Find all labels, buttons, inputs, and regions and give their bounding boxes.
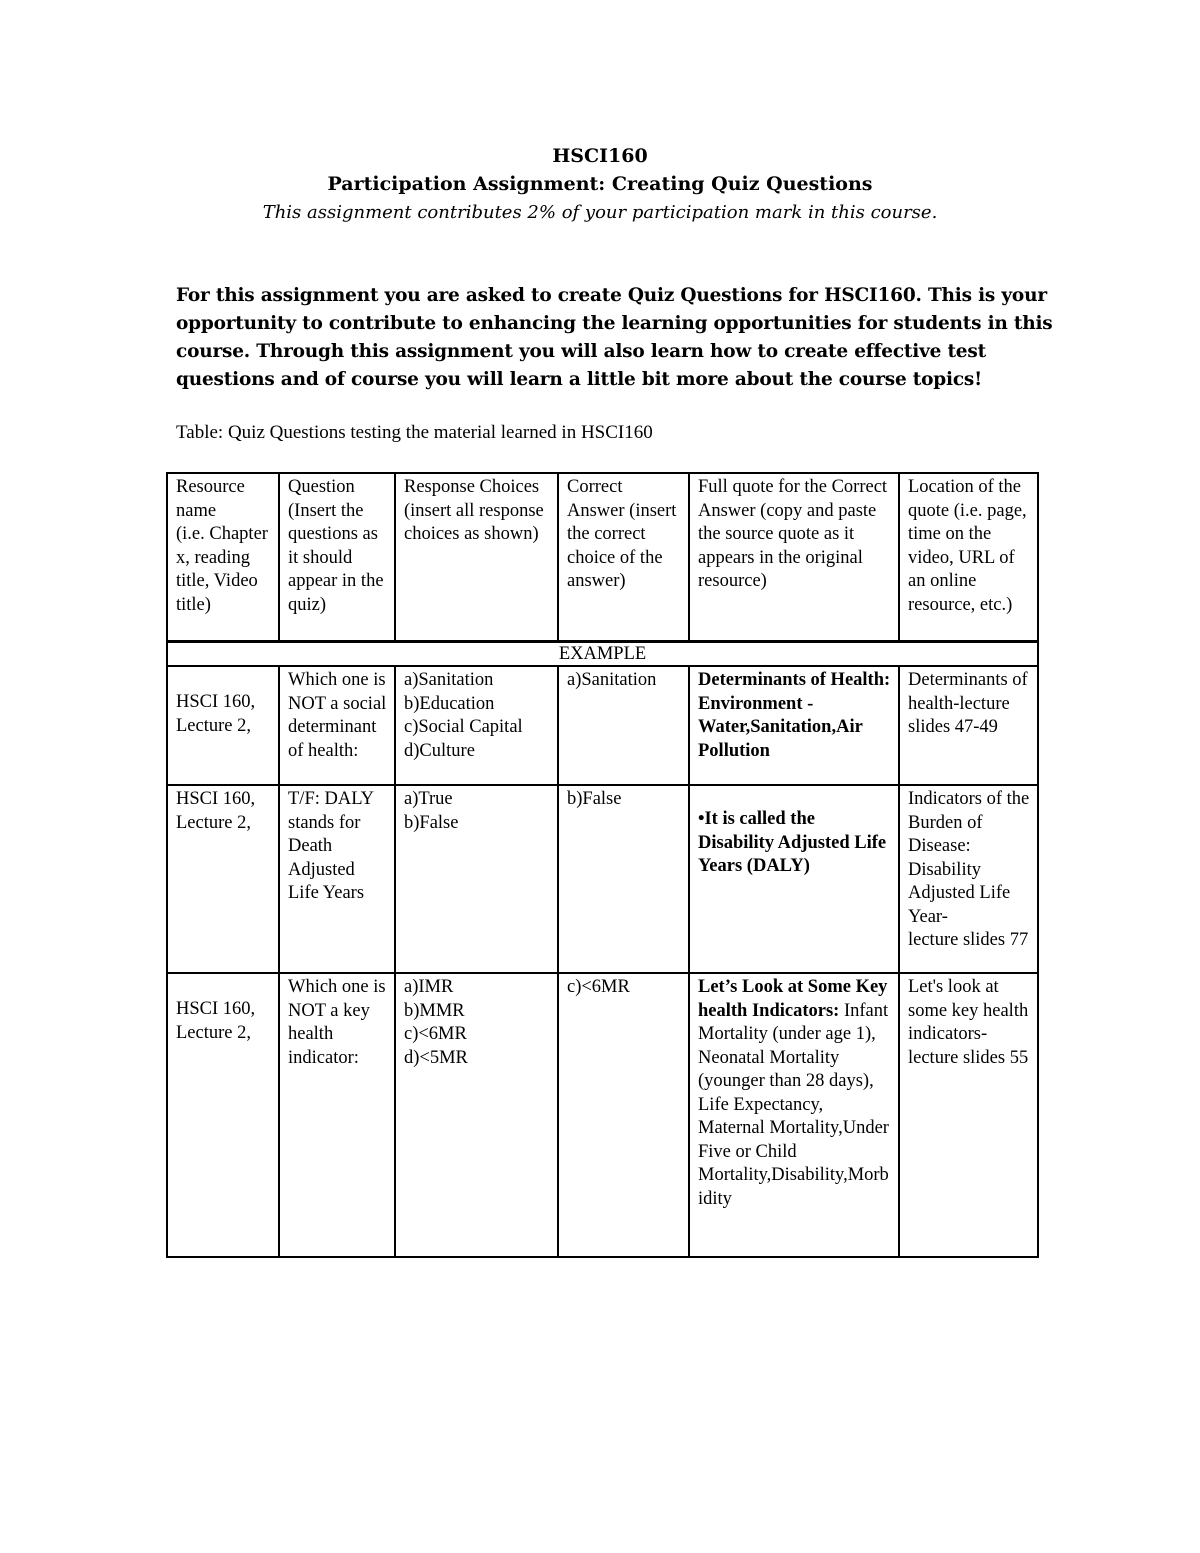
example-label: EXAMPLE bbox=[167, 642, 1038, 667]
header-answer: Correct Answer (insert the correct choice of the answer) bbox=[558, 473, 689, 642]
cell-question: T/F: DALY stands for Death Adjusted Life Years bbox=[279, 785, 395, 973]
header-question: Question (Insert the questions as it should appear in the quiz) bbox=[279, 473, 395, 642]
header-resource: Resource name (i.e. Chapter x, reading title, Video title) bbox=[167, 473, 279, 642]
cell-location: Indicators of the Burden of Disease: Disability Adjusted Life Year- lecture slides 77 bbox=[899, 785, 1038, 973]
quote-bold: •It is called the Disability Adjusted Life Years (DALY) bbox=[698, 809, 887, 876]
cell-quote bbox=[689, 973, 899, 1257]
table-row bbox=[167, 973, 1038, 1257]
course-title: HSCI160 bbox=[552, 145, 648, 167]
quote-bold: Let’s Look at Some Key health Indicators: bbox=[698, 977, 888, 1021]
cell-quote bbox=[689, 785, 899, 973]
table-caption: Table: Quiz Questions testing the material learned in HSCI160 bbox=[176, 422, 653, 443]
document-header bbox=[0, 142, 1200, 228]
header-quote: Full quote for the Correct Answer (copy and paste the source quote as it appears in the original resource) bbox=[689, 473, 899, 642]
quote-plain: Infant Mortality (under age 1), Neonatal Mortality (younger than 28 days), Life Expectancy, Maternal Mortality,Under Five or Child Mortality,Disability,Morbidity bbox=[698, 1000, 889, 1209]
header-location: Location of the quote (i.e. page, time on the video, URL of an online resource, etc.) bbox=[899, 473, 1038, 642]
assignment-note: This assignment contributes 2% of your participation mark in this course. bbox=[262, 202, 938, 223]
table-row bbox=[167, 666, 1038, 785]
assignment-title: Participation Assignment: Creating Quiz Questions bbox=[327, 173, 873, 195]
cell-answer: b)False bbox=[558, 785, 689, 973]
cell-choices: a)Sanitation b)Education c)Social Capital d)Culture bbox=[395, 666, 558, 785]
cell-resource: HSCI 160, Lecture 2, bbox=[167, 666, 279, 785]
cell-answer: a)Sanitation bbox=[558, 666, 689, 785]
example-row bbox=[167, 642, 1038, 667]
intro-paragraph: For this assignment you are asked to create Quiz Questions for HSCI160. This is your opportunity to contribute to enhancing the learning opportunities for students in this course. Through this assignment you will also learn how to create effective test questions and of course you will learn a little bit more about the course topics! bbox=[176, 285, 1053, 390]
cell-quote bbox=[689, 666, 899, 785]
cell-question: Which one is NOT a key health indicator: bbox=[279, 973, 395, 1257]
table-row bbox=[167, 785, 1038, 973]
cell-location: Determinants of health-lecture slides 47-49 bbox=[899, 666, 1038, 785]
cell-answer: c)<6MR bbox=[558, 973, 689, 1257]
quote-bold: Determinants of Health: Environment -Water,Sanitation,Air Pollution bbox=[698, 670, 891, 761]
cell-question: Which one is NOT a social determinant of health: bbox=[279, 666, 395, 785]
cell-choices: a)True b)False bbox=[395, 785, 558, 973]
cell-choices: a)IMR b)MMR c)<6MR d)<5MR bbox=[395, 973, 558, 1257]
table-header-row bbox=[167, 473, 1038, 642]
cell-location: Let's look at some key health indicators- lecture slides 55 bbox=[899, 973, 1038, 1257]
cell-resource: HSCI 160, Lecture 2, bbox=[167, 973, 279, 1257]
cell-resource: HSCI 160, Lecture 2, bbox=[167, 785, 279, 973]
quiz-table bbox=[166, 472, 1039, 1258]
header-choices: Response Choices (insert all response choices as shown) bbox=[395, 473, 558, 642]
